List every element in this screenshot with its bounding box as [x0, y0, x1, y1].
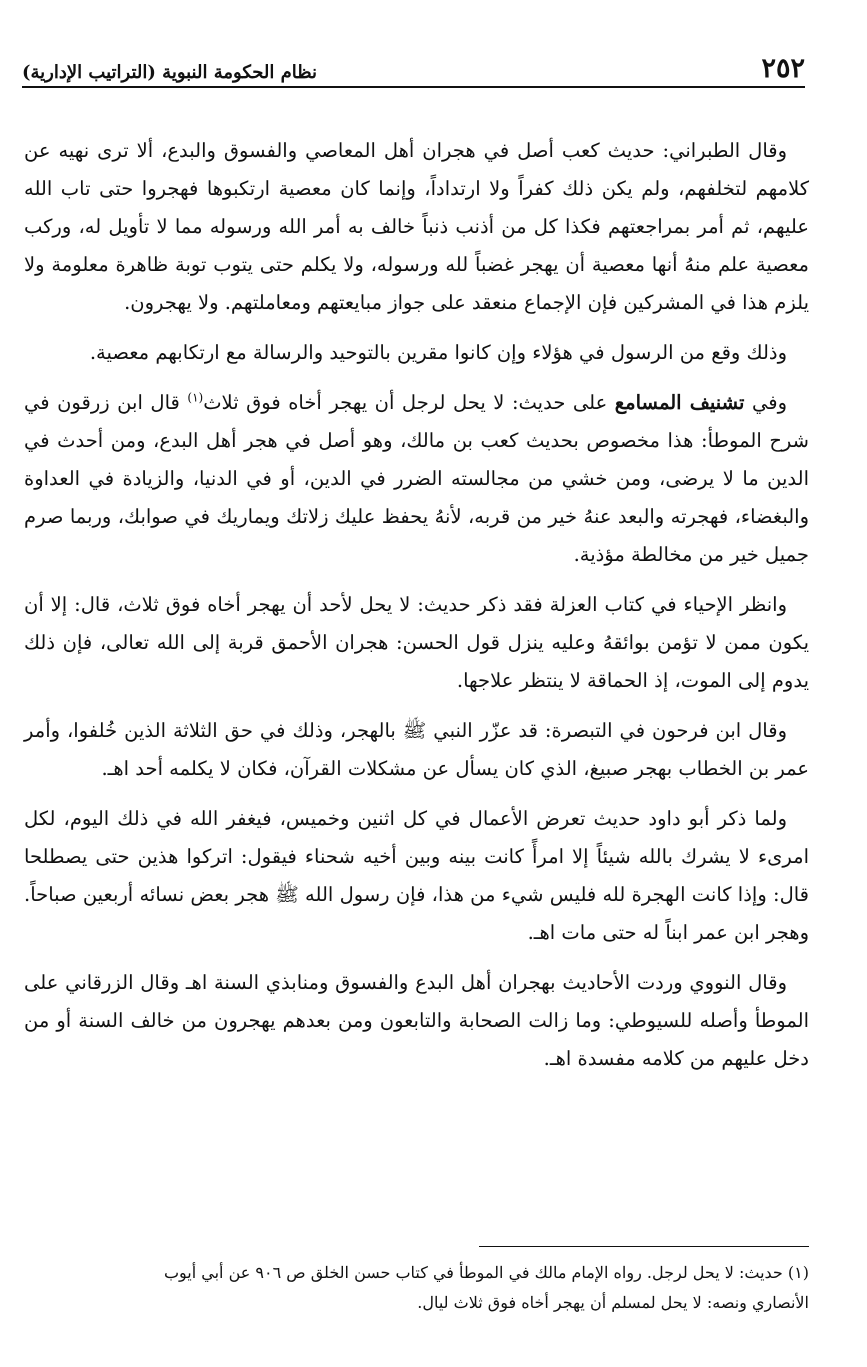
book-title: تشنيف المسامع: [614, 391, 745, 414]
running-title: نظام الحكومة النبوية (التراتيب الإدارية): [22, 62, 318, 83]
paragraph: [24, 384, 809, 574]
paragraph-text: وفي: [744, 391, 788, 414]
footnote-line: (١) حديث: لا يحل لرجل. رواه الإمام مالك في الموطأ في كتاب حسن الخلق ص ٩٠٦ عن أبي أيوب: [163, 1263, 809, 1282]
header-rule: [22, 86, 805, 88]
paragraph: وقال النووي وردت الأحاديث بهجران أهل البدع والفسوق ومنابذي السنة اهـ وقال الزرقاني على الموطأ وأصله للسيوطي: وما زالت الصحابة والتابعون ومن بعدهم يهجرون من خالف السنة أو من دخل عليهم من كلامه مفسدة اهـ.: [24, 971, 809, 1070]
footnote-line: الأنصاري ونصه: لا يحل لمسلم أن يهجر أخاه فوق ثلاث ليال.: [417, 1293, 809, 1312]
paragraph: وانظر الإحياء في كتاب العزلة فقد ذكر حديث: لا يحل لأحد أن يهجر أخاه فوق ثلاث، قال: إلا أن يكون ممن لا تؤمن بوائقهُ وعليه ينزل قول الحسن: هجران الأحمق قربة إلى الله تعالى، فإن ذلك يدوم إلى الموت، إذ الحماقة لا ينتظر علاجها.: [24, 593, 809, 692]
paragraph: وقال الطبراني: حديث كعب أصل في هجران أهل المعاصي والفسوق والبدع، ألا ترى نهيه عن كلامهم لتخلفهم، ولم يكن ذلك كفراً ولا ارتداداً، وإنما كان معصية ارتكبوها فهجروا حتى تاب الله عليهم، ثم أمر بمراجعتهم فكذا كل من أذنب ذنباً خالف به أمر الله ورسوله مما لا تأويل له، وركب معصية علم منهُ أنها معصية أن يهجر غضباً لله ورسوله، ولا يكلم حتى يتوب توبة ظاهرة معلومة ولا يلزم هذا في المشركين فإن الإجماع منعقد على جواز مبايعتهم ومعاملتهم. ولا يهجرون.: [24, 139, 809, 314]
paragraph-text: على حديث: لا يحل لرجل أن يهجر أخاه فوق ثلاث: [203, 391, 615, 414]
paragraph: ولما ذكر أبو داود حديث تعرض الأعمال في كل اثنين وخميس، فيغفر الله في ذلك اليوم، لكل امرىء لا يشرك بالله شيئاً إلا امرأً كانت بينه وبين أخيه شحناء فيقول: اتركوا هذين حتى يصطلحا قال: وإذا كانت الهجرة لله فليس شيء من هذا، فإن رسول الله ﷺ هجر بعض نسائه أربعين صباحاً. وهجر ابن عمر ابناً له حتى مات اهـ.: [24, 807, 809, 944]
page-header: [22, 52, 805, 92]
footnote-separator: [479, 1246, 809, 1247]
paragraph: وذلك وقع من الرسول في هؤلاء وإن كانوا مقرين بالتوحيد والرسالة مع ارتكابهم معصية.: [89, 341, 787, 364]
footnote-reference[interactable]: (١): [187, 390, 204, 405]
body-text: [24, 132, 809, 1090]
paragraph-text: قال ابن زرقون في شرح الموطأ: هذا مخصوص بحديث كعب بن مالك، وهو أصل في هجر أهل البدع، ومن أحدث في الدين ما لا يرضى، ومن خشي من مجالسته الضرر في الدين، أو في الدنيا، والزيادة في العداوة والبغضاء، فهجرته والبعد عنهُ خير من قربه، لأنهُ يحفظ عليك زلاتك ويماريك في صوابك، وربما صرم جميل خير من مخالطة مؤذية.: [24, 391, 809, 566]
footnote: [24, 1258, 809, 1318]
paragraph: وقال ابن فرحون في التبصرة: قد عزّر النبي ﷺ بالهجر، وذلك في حق الثلاثة الذين خُلفوا، وأمر عمر بن الخطاب بهجر صبيغ، الذي كان يسأل عن مشكلات القرآن، فكان لا يكلمه أحد اهـ.: [24, 719, 809, 780]
page-number: ٢٥٢: [761, 53, 805, 84]
